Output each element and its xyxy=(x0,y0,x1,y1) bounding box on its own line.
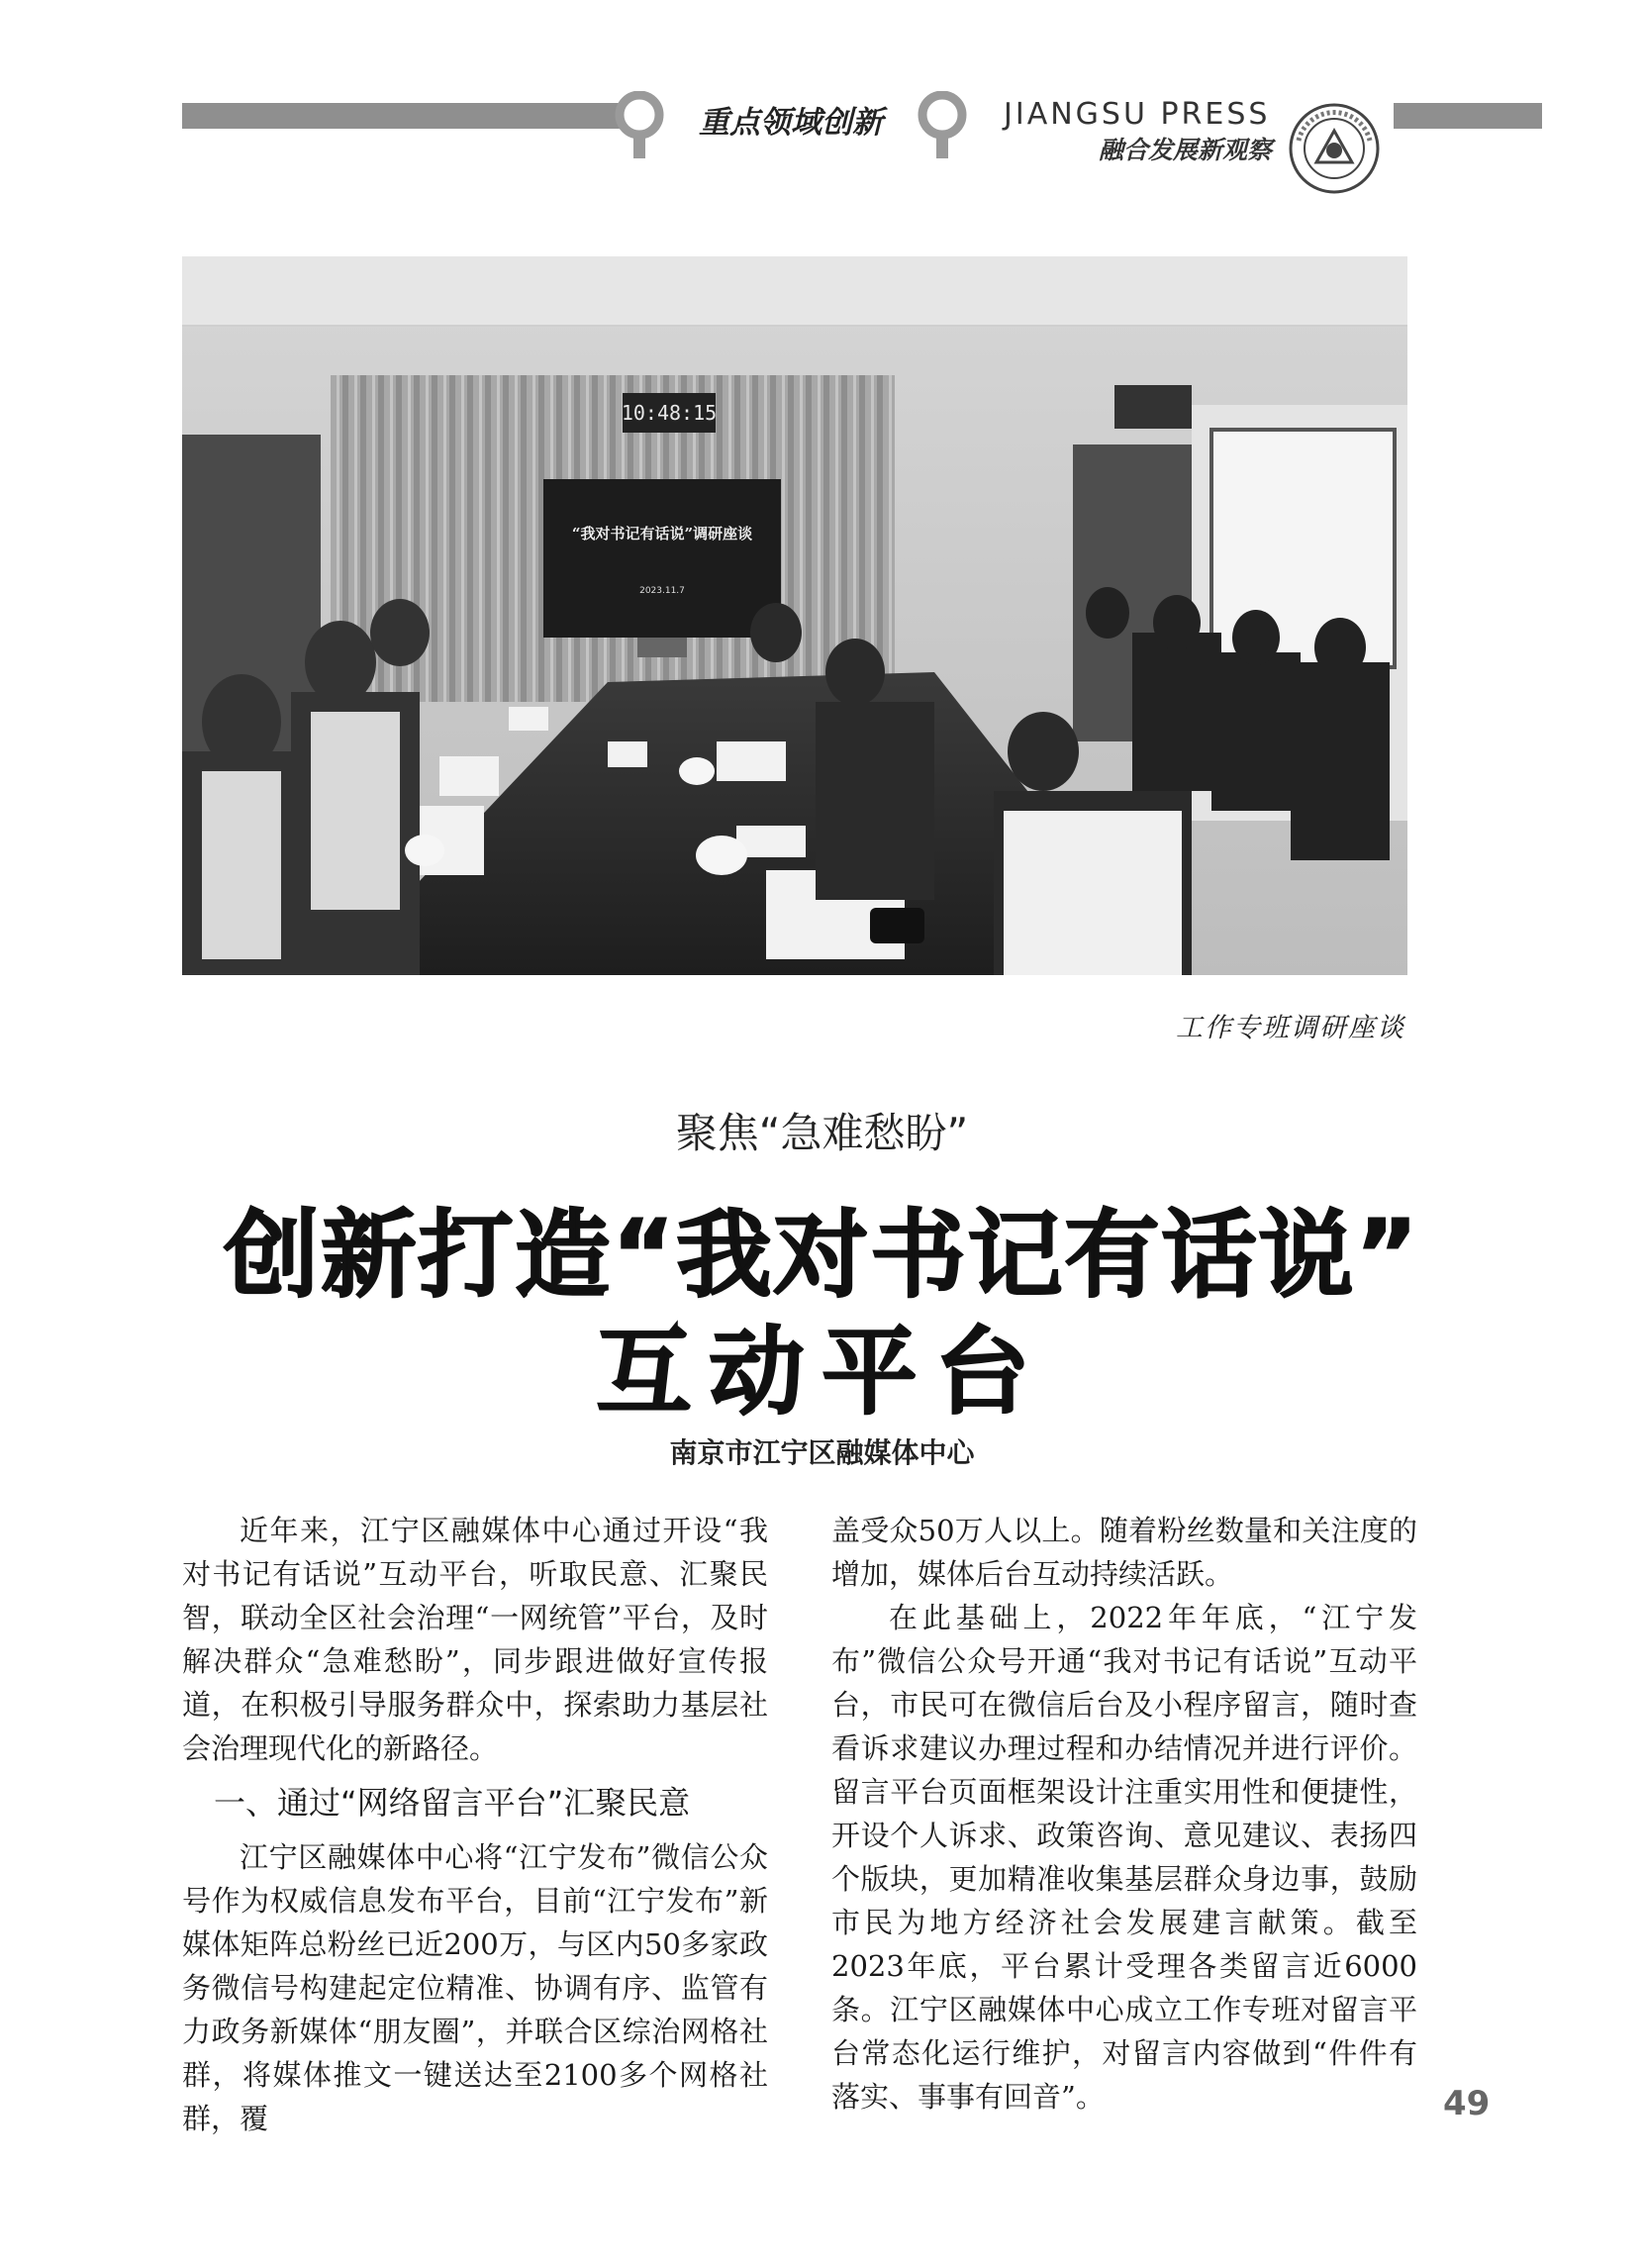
article-title-line-1: 创新打造“我对书记有话说” xyxy=(224,1200,1420,1311)
paragraph: 近年来，江宁区融媒体中心通过开设“我对书记有话说”互动平台，听取民意、汇聚民智，联动全区社会治理“一网统管”平台，及时解决群众“急难愁盼”，同步跟进做好宣传报道，在积极引导服务群众中，探索助力基层社会治理现代化的新路径。 xyxy=(182,1514,768,1765)
location-pin-icon xyxy=(612,91,667,160)
page-number: 49 xyxy=(1443,2084,1491,2123)
header-rule-left xyxy=(182,103,620,129)
screen-date: 2023.11.7 xyxy=(639,586,685,596)
location-pin-icon-2 xyxy=(915,91,970,160)
body-column-left xyxy=(182,1509,768,2140)
screen-title: “我对书记有话说”调研座谈 xyxy=(571,525,753,542)
association-seal-logo xyxy=(1287,101,1382,196)
magazine-subtitle: 融合发展新观察 xyxy=(1099,136,1273,164)
body-column-right xyxy=(831,1509,1417,2119)
paragraph: 盖受众50万人以上。随着粉丝数量和关注度的增加，媒体后台互动持续活跃。 xyxy=(831,1514,1417,1591)
article-author: 南京市江宁区融媒体中心 xyxy=(669,1436,975,1469)
paragraph: 江宁区融媒体中心将“江宁发布”微信公众号作为权威信息发布平台，目前“江宁发布”新媒体矩阵总粉丝已近200万，与区内50多家政务微信号构建起定位精准、协调有序、监管有力政务新媒体“朋友圈”，并联合区综治网格社群，将媒体推文一键送达至2100多个网格社群，覆 xyxy=(182,1840,768,2135)
article-title-line-2: 互动平台 xyxy=(596,1317,1048,1428)
section-label: 重点领域创新 xyxy=(699,105,883,141)
header-rule-right xyxy=(1394,103,1542,129)
meeting-photo xyxy=(182,256,1407,975)
section-heading: 一、通过“网络留言平台”汇聚民意 xyxy=(214,1784,691,1822)
article-kicker: 聚焦“急难愁盼” xyxy=(675,1109,969,1157)
photo-caption: 工作专班调研座谈 xyxy=(1176,1013,1405,1043)
wall-clock-display: 10:48:15 xyxy=(621,401,718,425)
paragraph: 在此基础上，2022年年底，“江宁发布”微信公众号开通“我对书记有话说”互动平台，市民可在微信后台及小程序留言，随时查看诉求建议办理过程和办结情况并进行评价。留言平台页面框架设计注重实用性和便捷性，开设个人诉求、政策咨询、意见建议、表扬四个版块，更加精准收集基层群众身边事，鼓励市民为地方经济社会发展建言献策。截至2023年底，平台累计受理各类留言近6000条。江宁区融媒体中心成立工作专班对留言平台常态化运行维护，对留言内容做到“件件有落实、事事有回音”。 xyxy=(831,1601,1417,2114)
brand-name: JIANGSU PRESS xyxy=(1004,97,1271,132)
